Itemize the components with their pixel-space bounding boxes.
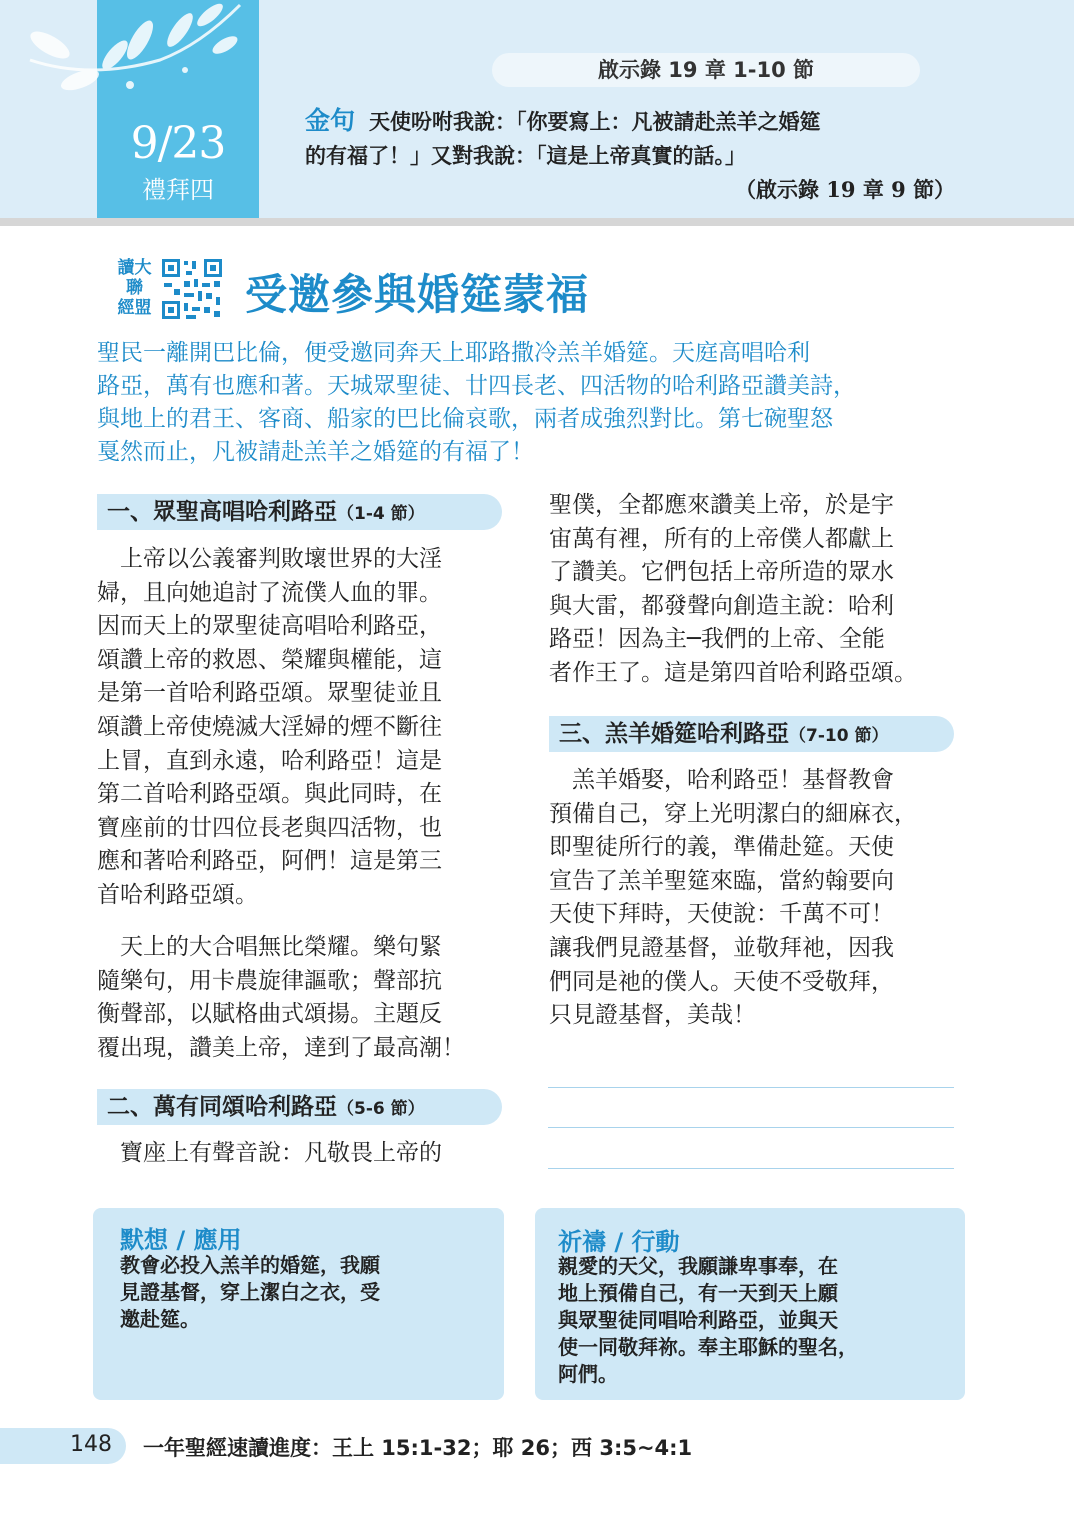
section-heading-text: 三、羔羊婚筵哈利路亞 xyxy=(559,721,789,747)
text-line: 與眾聖徒同唱哈利路亞，並與天 xyxy=(558,1308,838,1332)
text-line: 首哈利路亞頌。 xyxy=(97,881,258,908)
leaf-branch-icon xyxy=(10,0,250,110)
intro-paragraph xyxy=(97,337,959,469)
section-3-paragraph xyxy=(549,764,955,1033)
text-line: 覆出現，讚美上帝，達到了最高潮！ xyxy=(97,1034,465,1061)
key-verse-line: 的有福了！」又對我說：「這是上帝真實的話。」 xyxy=(305,143,746,168)
text-line: 教會必投入羔羊的婚筵，我願 xyxy=(120,1253,380,1277)
date-number: 9/23 xyxy=(130,118,226,169)
text-line: 寶座上有聲音說：凡敬畏上帝的 xyxy=(97,1140,442,1166)
text-line: 婦，且向她追討了流僕人血的罪。 xyxy=(97,579,442,606)
text-line: 是第一首哈利路亞頌。眾聖徒並且 xyxy=(97,680,442,707)
page-number: 148 xyxy=(70,1432,112,1457)
text-line: 羔羊婚娶，哈利路亞！基督教會 xyxy=(549,767,894,793)
text-line: 天上的大合唱無比榮耀。樂句緊 xyxy=(97,934,442,960)
section-heading-2 xyxy=(97,1089,502,1125)
text-line: 天使下拜時，天使說：千萬不可！ xyxy=(549,901,894,928)
header-divider xyxy=(0,218,1074,226)
reflection-text xyxy=(120,1252,490,1333)
qr-caption-line: 讀大 xyxy=(117,258,152,278)
text-line: 宙萬有裡，所有的上帝僕人都獻上 xyxy=(549,525,894,552)
text-line: 邀赴筵。 xyxy=(120,1307,200,1331)
prayer-text xyxy=(558,1253,953,1388)
notes-line xyxy=(548,1168,954,1169)
reflection-title: 默想 / 應用 xyxy=(120,1226,242,1254)
section-1-paragraph-2 xyxy=(97,931,502,1065)
text-line: 路亞！因為主─我們的上帝、全能 xyxy=(549,626,885,653)
text-line: 應和著哈利路亞，阿們！這是第三 xyxy=(97,848,442,875)
notes-line xyxy=(548,1127,954,1128)
text-line: 使一同敬拜祢。奉主耶穌的聖名， xyxy=(558,1335,858,1359)
qr-caption-line: 經盟 xyxy=(117,298,152,318)
intro-line: 聖民一離開巴比倫，便受邀同奔天上耶路撒冷羔羊婚筵。天庭高唱哈利 xyxy=(97,340,810,366)
section-heading-1 xyxy=(97,494,502,530)
text-line: 們同是祂的僕人。天使不受敬拜， xyxy=(549,968,894,995)
text-line: 讓我們見證基督，並敬拜祂，因我 xyxy=(549,934,894,961)
text-line: 聖僕，全都應來讚美上帝，於是宇 xyxy=(549,492,894,518)
key-verse-reference: （啟示錄 19 章 9 節） xyxy=(735,177,956,202)
section-2-paragraph xyxy=(97,1137,502,1171)
qr-code-icon[interactable] xyxy=(160,257,224,321)
text-line: 地上預備自己，有一天到天上願 xyxy=(558,1281,838,1305)
text-line: 寶座前的廿四位長老與四活物，也 xyxy=(97,814,442,841)
text-line: 預備自己，穿上光明潔白的細麻衣， xyxy=(549,800,917,827)
section-heading-ref: （7-10 節） xyxy=(789,726,889,746)
text-line: 見證基督，穿上潔白之衣，受 xyxy=(120,1280,380,1304)
text-line: 者作王了。這是第四首哈利路亞頌。 xyxy=(549,659,917,686)
text-line: 上帝以公義審判敗壞世界的大淫 xyxy=(97,546,442,572)
key-verse xyxy=(305,104,960,173)
section-1-paragraph xyxy=(97,543,502,913)
reading-progress: 一年聖經速讀進度：王上 15:1-32；耶 26；西 3:5~4:1 xyxy=(143,1436,693,1460)
text-line: 與大雷，都發聲向創造主說：哈利 xyxy=(549,592,894,619)
text-line: 即聖徒所行的義，準備赴筵。天使 xyxy=(549,834,894,861)
text-line: 上冒，直到永遠，哈利路亞！這是 xyxy=(97,747,442,774)
key-verse-label: 金句 xyxy=(305,106,356,135)
scripture-passage: 啟示錄 19 章 1-10 節 xyxy=(492,53,920,87)
text-line: 第二首哈利路亞頌。與此同時，在 xyxy=(97,781,442,808)
text-line: 了讚美。它們包括上帝所造的眾水 xyxy=(549,559,894,586)
key-verse-line: 天使吩咐我說：「你要寫上：凡被請赴羔羊之婚筵 xyxy=(369,109,821,134)
section-2-paragraph-continued xyxy=(549,489,955,691)
section-heading-text: 一、眾聖高唱哈利路亞 xyxy=(107,499,337,525)
section-heading-text: 二、萬有同頌哈利路亞 xyxy=(107,1094,337,1120)
qr-caption-line: 聯 xyxy=(126,278,143,298)
text-line: 因而天上的眾聖徒高唱哈利路亞， xyxy=(97,613,442,640)
text-line: 頌讚上帝的救恩、榮耀與權能，這 xyxy=(97,646,442,673)
section-heading-ref: （5-6 節） xyxy=(337,1099,425,1119)
weekday-label: 禮拜四 xyxy=(142,176,214,204)
text-line: 宣告了羔羊聖筵來臨，當約翰要向 xyxy=(549,867,894,894)
devotion-title: 受邀參與婚筵蒙福 xyxy=(245,270,590,319)
notes-line xyxy=(548,1087,954,1088)
text-line: 衡聲部，以賦格曲式頌揚。主題反 xyxy=(97,1001,442,1028)
text-line: 隨樂句，用卡農旋律謳歌；聲部抗 xyxy=(97,967,442,994)
section-heading-ref: （1-4 節） xyxy=(337,504,425,524)
section-heading-3 xyxy=(549,716,954,752)
text-line: 阿們。 xyxy=(558,1362,618,1386)
text-line: 頌讚上帝使燒滅大淫婦的煙不斷往 xyxy=(97,713,442,740)
intro-line: 戛然而止，凡被請赴羔羊之婚筵的有福了！ xyxy=(97,439,534,465)
text-line: 只見證基督，美哉！ xyxy=(549,1002,756,1029)
qr-caption xyxy=(112,258,157,318)
prayer-title: 祈禱 / 行動 xyxy=(558,1228,680,1256)
text-line: 親愛的天父，我願謙卑事奉，在 xyxy=(558,1254,838,1278)
intro-line: 與地上的君王、客商、船家的巴比倫哀歌，兩者成強烈對比。第七碗聖怒 xyxy=(97,406,833,432)
intro-line: 路亞，萬有也應和著。天城眾聖徒、廿四長老、四活物的哈利路亞讚美詩， xyxy=(97,373,856,399)
